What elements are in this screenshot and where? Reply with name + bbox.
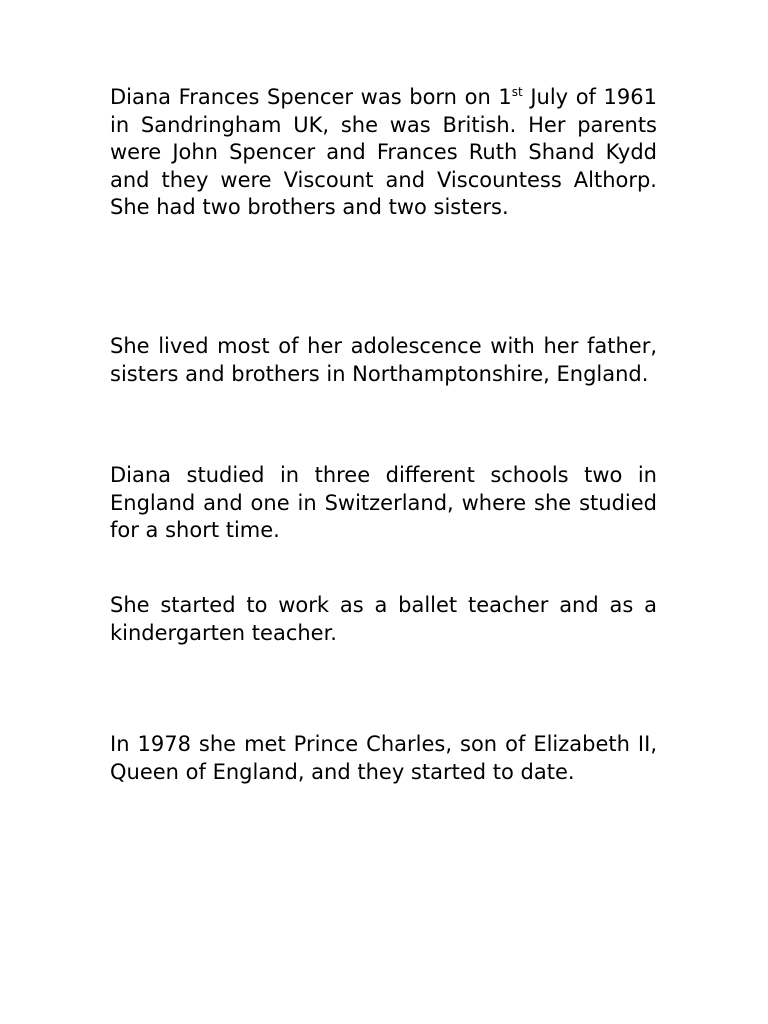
paragraph-work: She started to work as a ballet teacher and as a kindergarten teacher. [110,593,657,645]
paragraph-birth [110,84,657,222]
ordinal-suffix: st [511,85,523,99]
paragraph-prince-charles: In 1978 she met Prince Charles, son of Elizabeth II, Queen of England, and they started to date. [110,732,657,784]
paragraph-adolescence: She lived most of her adolescence with her father, sisters and brothers in Northamptonshire, England. [110,334,657,386]
paragraph-birth-text-end: July of 1961 in Sandringham UK, she was British. Her parents were John Spencer and Frances Ruth Shand Kydd and they were Viscount and Viscountess Althorp. She had two brothers and two sisters. [110,85,657,220]
paragraph-birth-text-start: Diana Frances Spencer was born on 1 [110,85,512,109]
paragraph-schools: Diana studied in three different schools two in England and one in Switzerland, where she studied for a short time. [110,463,657,543]
